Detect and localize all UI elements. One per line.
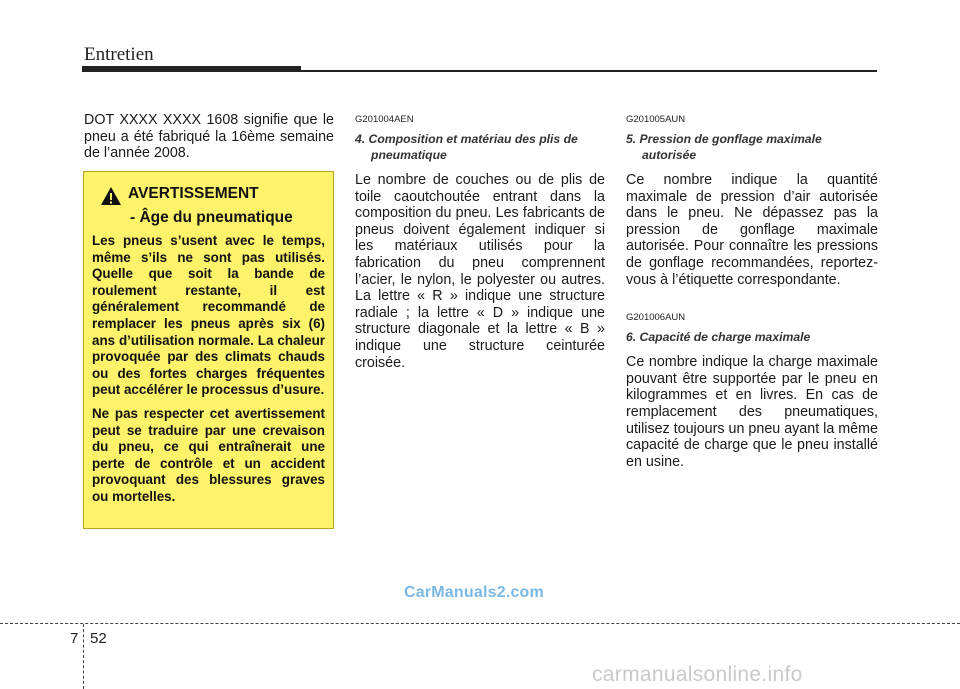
watermark-link[interactable]: CarManuals2.com: [404, 584, 544, 601]
column-left: [84, 112, 334, 162]
section-body: Ce nombre indique la quantité maximale de pression d’air autorisée dans le pneu. Ne dépassez pas la pression de gonflage maximale autorisée. Pour connaître les pressions de gonflage recommandées, reportez-vous à l’étiquette correspondante.: [626, 172, 878, 288]
section-body: Le nombre de couches ou de plis de toile caoutchoutée entrant dans la composition du pneu. Les fabricants de pneus doivent également indiquer si les matériaux utilisés pour la fabrication du pneu comprennent l’acier, le nylon, le polyester ou autres. La lettre « R » indique une structure radiale ; la lettre « D » indique une structure diagonale et la lettre « B » indique une structure ceinturée croisée.: [355, 172, 605, 371]
warning-header: [92, 184, 325, 206]
watermark-footer: carmanualsonline.info: [592, 663, 803, 686]
footer-divider: [83, 624, 84, 689]
section-title: Entretien: [84, 44, 154, 65]
section-heading: 4. Composition et matériau des plis de pneumatique: [355, 132, 578, 162]
warning-subtitle: - Âge du pneumatique: [130, 209, 293, 226]
warning-triangle-icon: [100, 186, 122, 206]
section-heading: 6. Capacité de charge maximale: [626, 330, 811, 345]
section-code: G201005AUN: [626, 114, 686, 125]
chapter-number: 7: [70, 630, 79, 647]
page-number: 52: [90, 630, 107, 647]
intro-paragraph: DOT XXXX XXXX 1608 signifie que le pneu a été fabriqué la 16ème semaine de l’année 2008.: [84, 112, 334, 162]
warning-title: AVERTISSEMENT: [128, 185, 259, 202]
section-body: Ce nombre indique la charge maximale pouvant être supportée par le pneu en kilogrammes et en livres. En cas de remplacement des pneumatiques, utilisez toujours un pneu ayant la même capacité de charge que le pneu installé en usine.: [626, 354, 878, 470]
footer-rule: [0, 623, 960, 624]
warning-paragraph-1: Les pneus s’usent avec le temps, même s’ils ne sont pas utilisés. Quelle que soit la bande de roulement restante, il est généralement recommandé de remplacer les pneus après six (6) ans d’utilisation normale. La chaleur provoquée par des climats chauds ou des fortes charges fréquentes peut accélérer le processus d’usure.: [92, 233, 325, 398]
section-heading: 5. Pression de gonflage maximale autorisée: [626, 132, 822, 162]
column-right: [626, 112, 878, 470]
section-code: G201006AUN: [626, 312, 686, 324]
header-rule-thick: [82, 66, 301, 72]
section-code: G201004AEN: [355, 114, 414, 125]
header-rule-thin: [301, 70, 877, 72]
column-middle: [355, 112, 605, 371]
warning-paragraph-2: Ne pas respecter cet avertissement peut se traduire par une crevaison du pneu, ce qui entraînerait une perte de contrôle et un accident provoquant des blessures graves ou mortelles.: [92, 405, 325, 504]
warning-box: [83, 171, 334, 529]
